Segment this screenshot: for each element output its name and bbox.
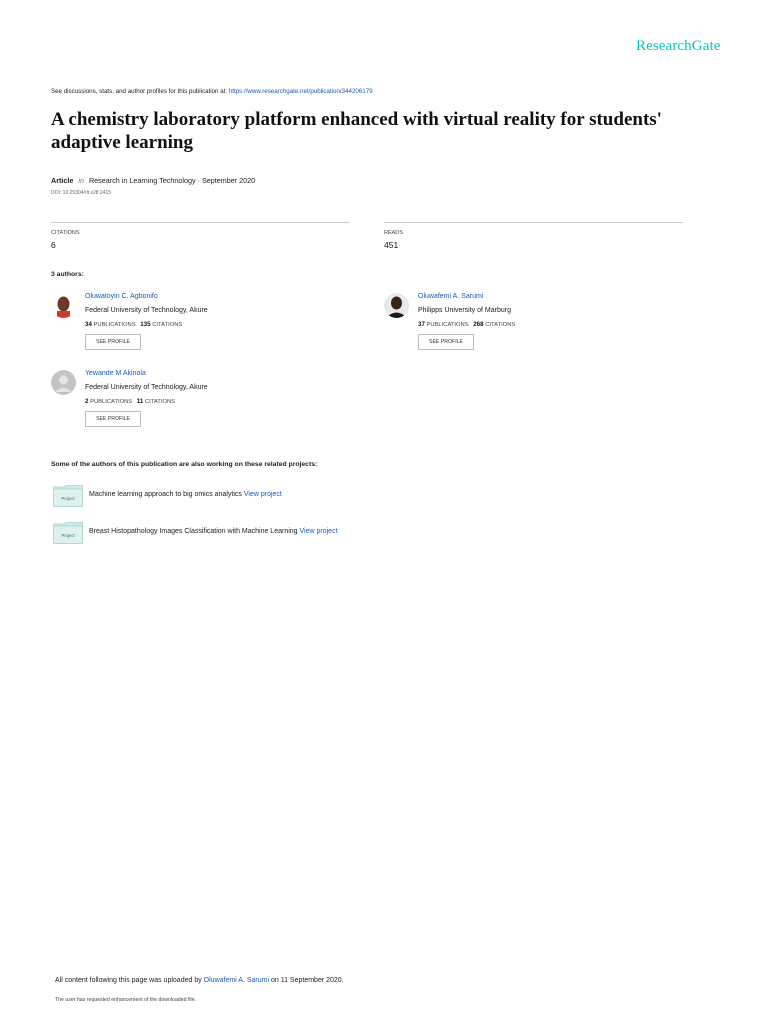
author-institution: Philipps University of Marburg <box>418 307 511 314</box>
view-project-link[interactable]: View project <box>299 528 338 535</box>
author-stats <box>85 321 182 328</box>
uploader-link[interactable]: Oluwafemi A. Sarumi <box>203 977 270 984</box>
see-profile-button[interactable]: SEE PROFILE <box>418 334 474 350</box>
author-name-link[interactable]: Oluwatoyin C. Agbonifo <box>85 293 158 300</box>
publication-meta <box>51 176 255 185</box>
publication-title: A chemistry laboratory platform enhanced with virtual reality for students' adaptive learning <box>51 109 662 153</box>
reads-label: READS <box>384 230 403 236</box>
see-profile-button[interactable]: SEE PROFILE <box>85 334 141 350</box>
divider-citations <box>51 222 350 223</box>
see-profile-button[interactable]: SEE PROFILE <box>85 411 141 427</box>
author-stats <box>418 321 515 328</box>
doi: DOI: 10.25304/rlt.v28.2415 <box>51 190 112 196</box>
related-projects-heading: Some of the authors of this publication are also working on these related projects: <box>51 461 318 468</box>
publication-url-link[interactable]: https://www.researchgate.net/publication/344206179 <box>228 88 373 95</box>
author-institution: Federal University of Technology, Akure <box>85 307 208 314</box>
upload-prefix: All content following this page was uploaded by <box>55 977 202 984</box>
project-title: Breast Histopathology Images Classification with Machine Learning <box>89 528 298 535</box>
publications-count: 37 <box>418 321 425 328</box>
publications-label: PUBLICATIONS <box>93 322 136 328</box>
publications-count: 34 <box>85 321 92 328</box>
view-project-link[interactable]: View project <box>243 491 282 498</box>
authors-count: 3 authors: <box>51 271 84 278</box>
upload-note <box>55 977 344 984</box>
journal-name: Research in Learning Technology <box>88 176 196 185</box>
author-avatar[interactable] <box>51 293 76 318</box>
author-avatar-placeholder[interactable] <box>51 370 76 395</box>
citations-label: CITATIONS <box>485 322 516 328</box>
publications-label: PUBLICATIONS <box>426 322 469 328</box>
author-institution: Federal University of Technology, Akure <box>85 384 208 391</box>
project-badge: Project <box>61 533 75 538</box>
project-line <box>89 491 282 498</box>
divider-reads <box>384 222 683 223</box>
citations-count: 268 <box>473 321 484 328</box>
citations-count: 11 <box>136 398 144 405</box>
project-folder-icon <box>53 522 83 544</box>
upload-suffix: on 11 September 2020. <box>270 977 344 984</box>
citations-label: CITATIONS <box>144 399 176 405</box>
publication-date: September 2020 <box>201 176 256 185</box>
enhancement-note: The user has requested enhancement of the downloaded file. <box>55 997 197 1003</box>
project-badge: Project <box>61 496 75 501</box>
reads-value: 451 <box>384 240 399 250</box>
author-stats <box>85 398 175 405</box>
project-folder-icon <box>53 485 83 507</box>
in-word: in <box>78 176 84 185</box>
date-separator: · <box>197 176 200 185</box>
publications-count: 2 <box>85 398 89 405</box>
author-avatar[interactable] <box>384 293 409 318</box>
author-name-link[interactable]: Oluwafemi A. Sarumi <box>418 293 484 300</box>
publication-type: Article <box>51 176 74 185</box>
publications-label: PUBLICATIONS <box>90 399 133 405</box>
citations-label: CITATIONS <box>51 230 80 236</box>
citations-label: CITATIONS <box>152 322 183 328</box>
project-title: Machine learning approach to big omics analytics <box>89 491 242 498</box>
researchgate-logo: ResearchGate <box>636 38 721 54</box>
intro-text: See discussions, stats, and author profiles for this publication at: <box>51 88 228 95</box>
intro-line <box>51 88 373 95</box>
project-line <box>89 528 338 535</box>
citations-count: 135 <box>140 321 151 328</box>
author-name-link[interactable]: Yewande M Akinola <box>85 370 146 377</box>
citations-value: 6 <box>51 240 56 250</box>
